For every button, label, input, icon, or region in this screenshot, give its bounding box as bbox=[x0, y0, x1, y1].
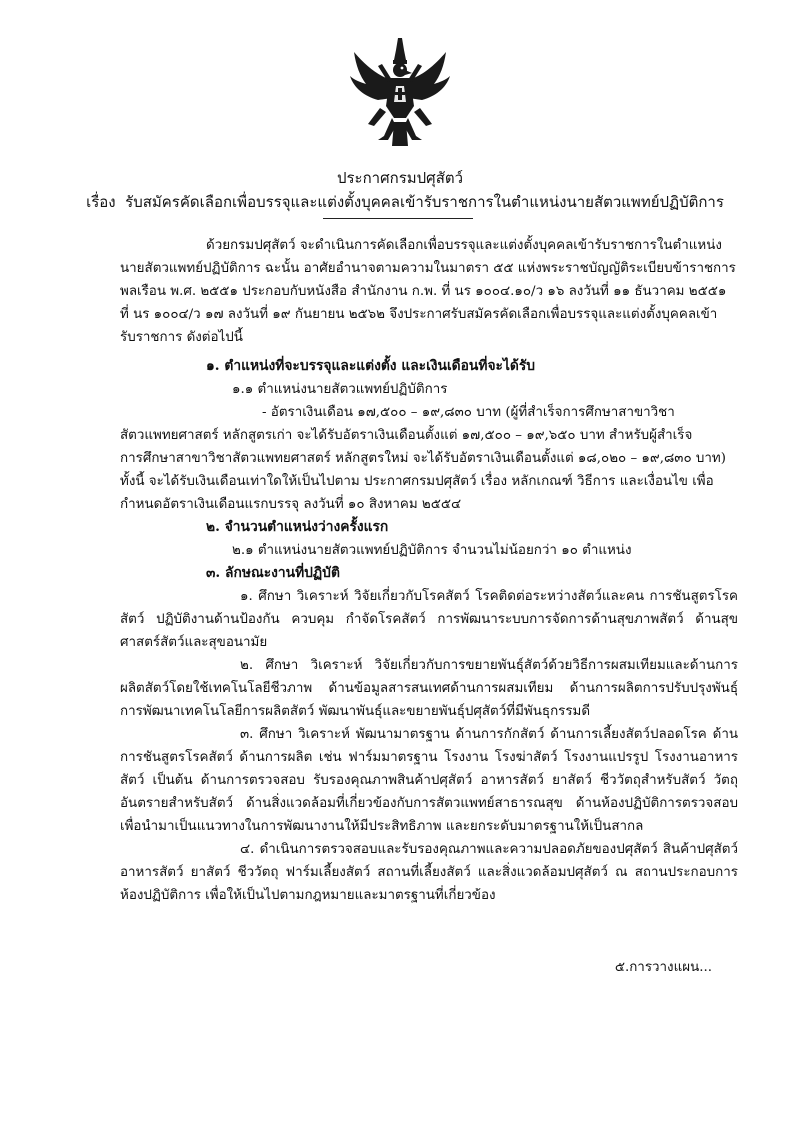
intro-line: รับราชการ ดังต่อไปนี้ bbox=[120, 330, 243, 345]
announcement-subject bbox=[60, 190, 750, 214]
duty-item: ๔. ดำเนินการตรวจสอบและรับรองคุณภาพและความปลอดภัยของปศุสัตว์ สินค้าปศุสัตว์ อาหารสัตว์ ยาสัตว์ ชีววัตถุ ฟาร์มเลี้ยงสัตว์ สถานที่เลี้ยงสัตว์ และสิ่งแวดล้อมปศุสัตว์ ณ สถานประกอบการ ห้องปฏิบัติการ เพื่อให้เป็นไปตามกฎหมายและมาตรฐานที่เกี่ยวข้อง bbox=[120, 842, 738, 903]
salary-line: - อัตราเงินเดือน ๑๗,๕๐๐ – ๑๙,๘๓๐ บาท (ผู้ที่สำเร็จการศึกษาสาขาวิชา bbox=[262, 405, 675, 420]
section-1-heading: ๑. ตำแหน่งที่จะบรรจุและแต่งตั้ง และเงินเดือนที่จะได้รับ bbox=[206, 358, 536, 374]
announcement-title: ประกาศกรมปศุสัตว์ bbox=[336, 169, 464, 187]
intro-line: พลเรือน พ.ศ. ๒๕๕๑ ประกอบกับหนังสือ สำนักงาน ก.พ. ที่ นร ๑๐๐๔.๑๐/ว ๑๖ ลงวันที่ ๑๑ ธันวาคม ๒๕๕๑ bbox=[120, 284, 727, 299]
header-divider bbox=[323, 218, 473, 219]
document-body bbox=[120, 234, 738, 907]
salary-line: สัตวแพทยศาสตร์ หลักสูตรเก่า จะได้รับอัตราเงินเดือนตั้งแต่ ๑๗,๕๐๐ – ๑๙,๖๕๐ บาท สำหรับผู้สำเร็จ bbox=[120, 428, 693, 443]
duty-item: ๑. ศึกษา วิเคราะห์ วิจัยเกี่ยวกับโรคสัตว์ โรคติดต่อระหว่างสัตว์และคน การชันสูตรโรคสัตว์ ปฏิบัติงานด้านป้องกัน ควบคุม กำจัดโรคสัตว์ การพัฒนาระบบการจัดการด้านสุขภาพสัตว์ ด้านสุขศาสตร์สัตว์และสุขอนามัย bbox=[120, 589, 738, 650]
section-3-heading: ๓. ลักษณะงานที่ปฏิบัติ bbox=[206, 565, 340, 581]
salary-line: การศึกษาสาขาวิชาสัตวแพทยศาสตร์ หลักสูตรใหม่ จะได้รับอัตราเงินเดือนตั้งแต่ ๑๘,๐๒๐ – ๑๙,๘๓๐ บาท) bbox=[120, 451, 726, 466]
intro-line: ที่ นร ๑๐๐๔/ว ๑๗ ลงวันที่ ๑๙ กันยายน ๒๕๖๒ จึงประกาศรับสมัครคัดเลือกเพื่อบรรจุและแต่งตั้งบุคคลเข้า bbox=[120, 307, 718, 322]
duty-item: ๒. ศึกษา วิเคราะห์ วิจัยเกี่ยวกับการขยายพันธุ์สัตว์ด้วยวิธีการผสมเทียมและด้านการผลิตสัตว์โดยใช้เทคโนโลยีชีวภาพ ด้านข้อมูลสารสนเทศด้านการผสมเทียม ด้านการผลิตการปรับปรุงพันธุ์ การพัฒนาเทคโนโลยีการผลิตสัตว์ พัฒนาพันธุ์และขยายพันธุ์ปศุสัตว์ที่มีพันธุกรรมดี bbox=[120, 658, 738, 719]
intro-line: นายสัตวแพทย์ปฏิบัติการ ฉะนั้น อาศัยอำนาจตามความในมาตรา ๕๕ แห่งพระราชบัญญัติระเบียบข้าราชการ bbox=[120, 261, 736, 276]
salary-line: ทั้งนี้ จะได้รับเงินเดือนเท่าใดให้เป็นไปตาม ประกาศกรมปศุสัตว์ เรื่อง หลักเกณฑ์ วิธีการ และเงื่อนไข เพื่อ bbox=[120, 474, 714, 489]
section-2-heading: ๒. จำนวนตำแหน่งว่างครั้งแรก bbox=[206, 519, 389, 535]
salary-line: กำหนดอัตราเงินเดือนแรกบรรจุ ลงวันที่ ๑๐ สิงหาคม ๒๕๕๔ bbox=[120, 497, 462, 512]
subject-label: เรื่อง bbox=[86, 193, 116, 211]
garuda-emblem-icon bbox=[348, 36, 452, 148]
subject-text: รับสมัครคัดเลือกเพื่อบรรจุและแต่งตั้งบุคคลเข้ารับราชการในตำแหน่งนายสัตวแพทย์ปฏิบัติการ bbox=[125, 193, 724, 211]
intro-line: ด้วยกรมปศุสัตว์ จะดำเนินการคัดเลือกเพื่อบรรจุและแต่งตั้งบุคคลเข้ารับราชการในตำแหน่ง bbox=[206, 238, 722, 253]
section-1-subheading: ๑.๑ ตำแหน่งนายสัตวแพทย์ปฏิบัติการ bbox=[232, 382, 448, 397]
section-2-subheading: ๒.๑ ตำแหน่งนายสัตวแพทย์ปฏิบัติการ จำนวนไม่น้อยกว่า ๑๐ ตำแหน่ง bbox=[232, 543, 632, 558]
continuation-note: ๕.การวางแผน... bbox=[614, 960, 712, 975]
duty-item: ๓. ศึกษา วิเคราะห์ พัฒนามาตรฐาน ด้านการกักสัตว์ ด้านการเลี้ยงสัตว์ปลอดโรค ด้านการชันสูตรโรคสัตว์ ด้านการผลิต เช่น ฟาร์มมาตรฐาน โรงงาน โรงฆ่าสัตว์ โรงงานแปรรูป โรงงานอาหารสัตว์ เป็นต้น ด้านการตรวจสอบ รับรองคุณภาพสินค้าปศุสัตว์ อาหารสัตว์ ยาสัตว์ ชีววัตถุสำหรับสัตว์ วัตถุอันตรายสำหรับสัตว์ ด้านสิ่งแวดล้อมที่เกี่ยวข้องกับการสัตวแพทย์สาธารณสุข ด้านห้องปฏิบัติการตรวจสอบ เพื่อนำมาเป็นแนวทางในการพัฒนางานให้มีประสิทธิภาพ และยกระดับมาตรฐานให้เป็นสากล bbox=[120, 727, 738, 834]
